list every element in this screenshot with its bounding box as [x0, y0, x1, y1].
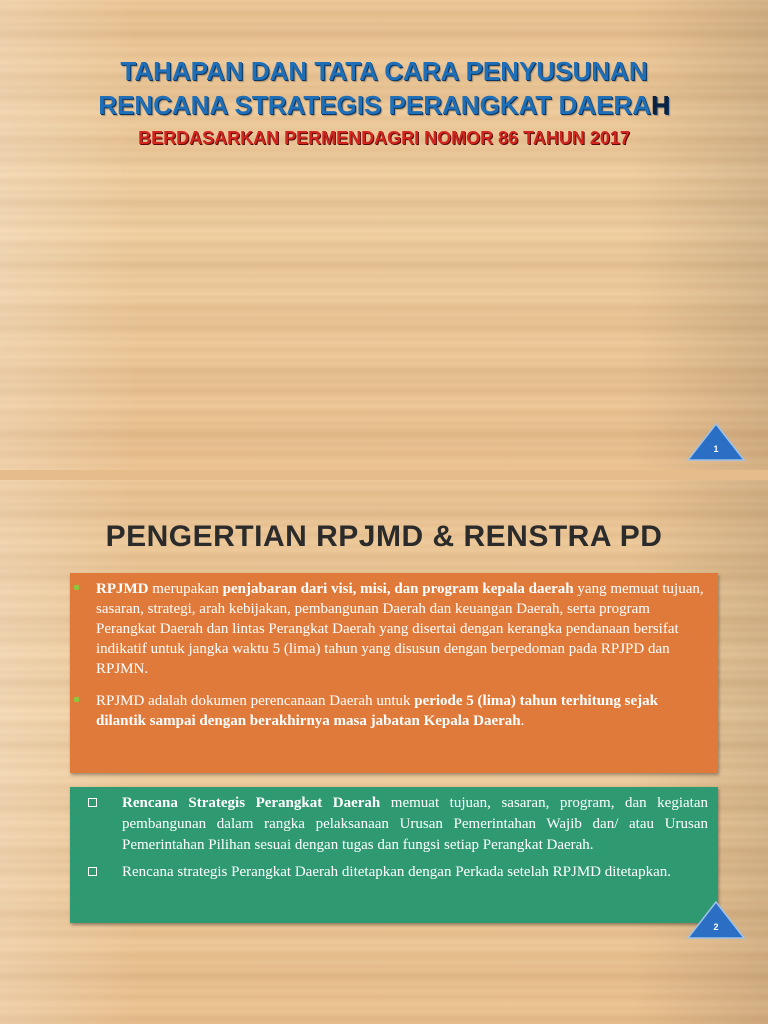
text-span: memuat tujuan, sasaran, program, dan kegiatan pembangunan dalam rangka pelaksanaan Urusan Pemerintahan Wajib dan/ atau Urusan Pemerintahan Pilihan sesuai dengan tugas dan fungsi setiap Perangkat Daerah.	[122, 795, 708, 853]
triangle-icon	[686, 422, 746, 462]
rpjmd-paragraph-1	[96, 579, 706, 679]
slide-2	[0, 480, 768, 1024]
renstra-term: Rencana Strategis Perangkat Daerah	[122, 795, 381, 811]
title-line-2-text: RENCANA STRATEGIS PERANGKAT DAERA	[98, 90, 651, 120]
text-span: yang memuat tujuan, sasaran, strategi, arah kebijakan, pembangunan Daerah dan keuangan Daerah, serta program Perangkat Daerah dan lintas Perangkat Daerah yang disertai dengan kerangka pendanaan bersifat indikatif untuk jangka waktu 5 (lima) tahun yang disusun dengan berpedoman pada RPJPD dan RPJMN.	[96, 581, 704, 677]
renstra-paragraph-2	[122, 862, 708, 883]
page-number: 2	[713, 922, 719, 932]
text-span: Rencana strategis Perangkat Daerah ditetapkan dengan Perkada setelah RPJMD ditetapkan.	[122, 864, 671, 880]
slide-1	[0, 0, 768, 480]
page-number-marker	[686, 900, 746, 940]
bullet-icon	[74, 585, 79, 590]
bullet-icon	[74, 697, 79, 702]
page-number: 1	[713, 444, 719, 454]
rpjmd-term: RPJMD	[96, 581, 149, 597]
checkbox-bullet-icon	[88, 867, 97, 876]
rpjmd-period-emphasis: periode 5 (lima) tahun terhitung sejak dilantik sampai dengan berakhirnya masa jabatan Kepala Daerah	[96, 693, 658, 729]
text-span: merupakan	[148, 581, 223, 597]
text-span: .	[520, 713, 525, 729]
title-line-2-end: H	[650, 90, 670, 120]
text-span: RPJMD adalah dokumen perencanaan Daerah untuk	[96, 693, 415, 709]
page-number-marker	[686, 422, 746, 462]
title-line-2	[0, 90, 768, 121]
title-line-1: TAHAPAN DAN TATA CARA PENYUSUNAN	[120, 56, 648, 86]
checkbox-bullet-icon	[88, 798, 97, 807]
rpjmd-paragraph-2	[96, 691, 706, 731]
triangle-icon	[686, 900, 746, 940]
rpjmd-definition-box	[70, 573, 718, 773]
rpjmd-emphasis: penjabaran dari visi, misi, dan program kepala daerah	[222, 581, 574, 597]
slide-title: PENGERTIAN RPJMD & RENSTRA PD	[105, 520, 663, 553]
renstra-paragraph-1	[122, 793, 708, 856]
renstra-definition-box	[70, 787, 718, 923]
subtitle: BERDASARKAN PERMENDAGRI NOMOR 86 TAHUN 2017	[138, 128, 630, 148]
